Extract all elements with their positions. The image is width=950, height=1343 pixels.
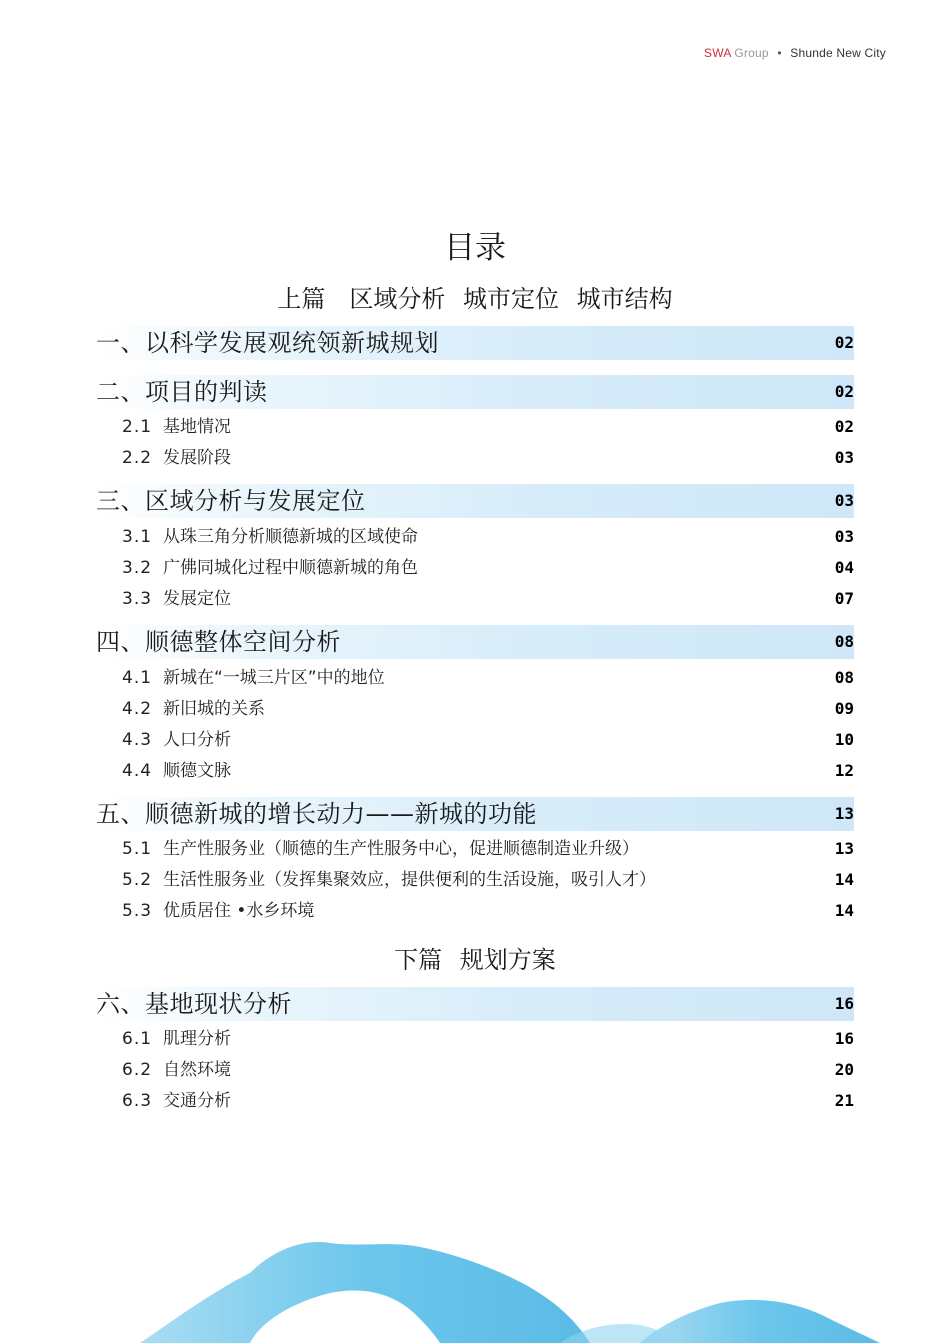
chapter-label: 五、顺德新城的增长动力——新城的功能 [96,800,537,828]
item-page: 13 [834,839,854,858]
chapter-label: 四、顺德整体空间分析 [96,628,341,656]
item-text: 发展定位 [163,589,231,609]
item-page: 02 [834,417,854,436]
item-page: 07 [834,589,854,608]
item-number: 6.3 [122,1091,153,1111]
toc-title: 目录 [444,230,506,266]
item-number: 3.2 [122,558,153,578]
chapter-page: 16 [834,994,854,1013]
toc-item-3-1[interactable] [122,524,854,550]
toc-item-6-1[interactable] [122,1026,854,1052]
toc-item-5-2[interactable] [122,867,854,893]
toc-chapter-6[interactable] [96,987,854,1021]
part1-title [0,279,950,314]
item-page: 03 [834,527,854,546]
toc-item-5-3[interactable] [122,898,854,924]
item-text: 发展阶段 [163,448,231,468]
item-number: 6.1 [122,1029,153,1049]
item-number: 4.1 [122,668,153,688]
toc-chapter-2[interactable] [96,375,854,409]
item-number: 3.3 [122,589,153,609]
item-number: 5.1 [122,839,153,859]
chapter-page: 08 [834,632,854,651]
item-page: 03 [834,448,854,467]
toc-item-3-2[interactable] [122,555,854,581]
water-shape-left [140,1242,590,1343]
part2-title: 下篇 规划方案 [394,946,556,974]
toc-item-5-1[interactable] [122,836,854,862]
item-text: 新旧城的关系 [163,699,265,719]
item-text: 生活性服务业（发挥集聚效应，提供便利的生活设施，吸引人才） [163,870,656,890]
toc-chapter-3[interactable] [96,484,854,518]
item-page: 09 [834,699,854,718]
project-name: Shunde New City [790,46,886,60]
chapter-page: 02 [834,333,854,352]
item-number: 4.2 [122,699,153,719]
item-page: 21 [834,1091,854,1110]
toc-chapter-1[interactable] [96,326,854,360]
toc-chapter-5[interactable] [96,797,854,831]
part1-title-a: 上篇 [277,285,326,313]
chapter-page: 03 [834,491,854,510]
item-number: 5.3 [122,901,153,921]
part1-title-b: 区域分析 城市定位 城市结构 [349,285,673,313]
item-number: 4.3 [122,730,153,750]
item-text: 基地情况 [163,417,231,437]
item-text: 顺德文脉 [163,761,231,781]
toc-item-4-2[interactable] [122,696,854,722]
item-page: 04 [834,558,854,577]
item-page: 10 [834,730,854,749]
water-decoration [0,1233,950,1343]
toc-item-4-1[interactable] [122,665,854,691]
chapter-page: 02 [834,382,854,401]
toc-item-6-3[interactable] [122,1088,854,1114]
item-page: 20 [834,1060,854,1079]
header-separator: • [777,46,782,60]
item-text: 自然环境 [163,1060,231,1080]
item-text: 从珠三角分析顺德新城的区域使命 [163,527,418,547]
brand-swa: SWA [704,46,731,60]
item-page: 12 [834,761,854,780]
chapter-label: 二、项目的判读 [96,378,268,406]
toc-item-2-2[interactable] [122,445,854,471]
item-text: 人口分析 [163,730,231,750]
item-text: 生产性服务业（顺德的生产性服务中心，促进顺德制造业升级） [163,839,639,859]
item-page: 14 [834,901,854,920]
item-page: 08 [834,668,854,687]
item-number: 3.1 [122,527,153,547]
toc-item-4-3[interactable] [122,727,854,753]
page-header [704,46,886,60]
item-number: 2.1 [122,417,153,437]
item-number: 6.2 [122,1060,153,1080]
toc-item-4-4[interactable] [122,758,854,784]
brand-group: Group [734,46,769,60]
chapter-label: 三、区域分析与发展定位 [96,487,366,515]
item-text: 交通分析 [163,1091,231,1111]
toc-item-2-1[interactable] [122,414,854,440]
item-number: 2.2 [122,448,153,468]
item-text: 新城在“一城三片区”中的地位 [163,668,385,688]
item-text: 优质居住 •水乡环境 [163,901,315,921]
item-text: 肌理分析 [163,1029,231,1049]
item-page: 14 [834,870,854,889]
item-page: 16 [834,1029,854,1048]
toc-item-3-3[interactable] [122,586,854,612]
chapter-label: 一、以科学发展观统领新城规划 [96,329,439,357]
chapter-page: 13 [834,804,854,823]
chapter-label: 六、基地现状分析 [96,990,292,1018]
item-number: 4.4 [122,761,153,781]
item-number: 5.2 [122,870,153,890]
toc-item-6-2[interactable] [122,1057,854,1083]
item-text: 广佛同城化过程中顺德新城的角色 [163,558,418,578]
toc-chapter-4[interactable] [96,625,854,659]
water-shape-right [640,1300,880,1343]
